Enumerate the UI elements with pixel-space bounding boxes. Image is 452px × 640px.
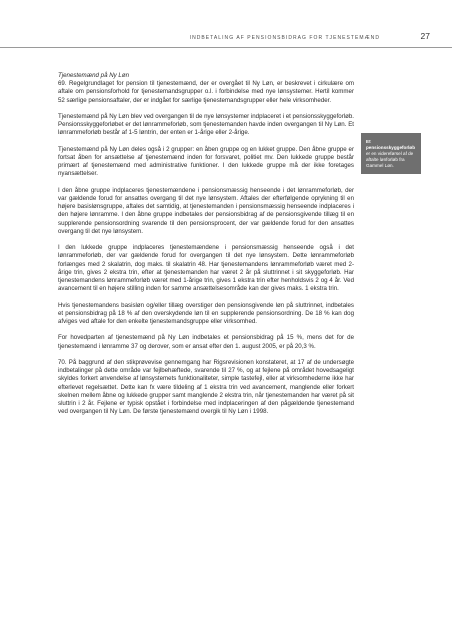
running-title: INDBETALING AF PENSIONSBIDRAG FOR TJENESTEMÆND [189,35,380,41]
paragraph-basic-salary: Hvis tjenestemandens basisløn og/eller tillæg overstiger den pensionsgivende løn på sluttrinnet, indbetales et pensionsbidrag på 18 % af den overskydende løn til en supplerende pensionsordning. De 18 % kan dog afviges ved aftale for den enkelte tjenestemandsgruppe eller virksomhed. [58,301,354,326]
paragraph-open-group: I den åbne gruppe indplaceres tjenestemændene i pensionsmæssig henseende i det lønrammeforløb, der var gældende forud for ansattes overgang til det nye lønsystem. Aftales der efterfølgende oprykning til en højere basislønsgruppe, aftales det samtidig, at tjenestemanden i pensionsmæssig henseende indplaceres i den højere lønramme. I den åbne gruppe indbetales der pensionsbidrag af de pensionsgivende tillæg til en supplerende pensionsordning svarende til den pensionsprocent, der var gældende forud for den ansattes overgang til det nye lønsystem. [58,186,354,235]
paragraph-69: 69. Regelgrundlaget for pension til tjenestemænd, der er overgået til Ny Løn, er beskrevet i cirkulære om aftale om pensionsforhold for tjenestemandsgrupper o.l. i forbindelse med nye lønsystemer. Hertil kommer 52 særlige pensionsaftaler, der er indgået for særlige tjenestemandsgrupper eller hele virksomheder. [58,80,354,104]
paragraph-contribution-rate: For hovedparten af tjenestemænd på Ny Løn indbetales et pensionsbidrag på 15 %, mens det for de tjenestemænd i lønramme 37 og derover, som er ansat efter den 1. august 2005, er på 20,3 %. [58,334,354,350]
section-heading: Tjenestemænd på Ny Løn [58,72,129,79]
paragraph-groups: Tjenestemænd på Ny Løn deles også i 2 grupper: en åben gruppe og en lukket gruppe. Den åbne gruppe er fortsat åben for ansættelse af tjenestemænd inden for forsvaret, politiet mv. Den lukkede gruppe består primært af tjenestemænd med administrative funktioner. I den lukkede gruppe må der ikke foretages nyansættelser. [58,145,354,178]
paragraph-closed-group: I den lukkede gruppe indplaceres tjenestemændene i pensionsmæssig henseende også i det lønrammeforløb, der var gældende forud for overgangen til det nye lønsystem. Dette lønrammeforløb forlænges med 2 skalatrin, dog maks. til skalatrin 48. Har tjenestemandens lønrammeforløb været med 2-årige trin, gives 2 ekstra trin, efter at tjenestemanden har været 2 år på sluttrinnet i sit skyggeforløb. Har tjenestemandens lønrammeforløb været med 1-årige trin, gives 1 ekstra trin efter henholdsvis 2 og 4 år. Ved avancement til en højere stilling inden for samme ansættelsesområde kan der gives maks. 1 ekstra trin. [58,244,354,293]
sidebar-note-text: er en videreførsel af de aftalte lønforløb fra Gammel Løn. [366,151,414,168]
main-text-column [58,72,354,425]
sidebar-note-term: Et pensionsskyggeforløb [366,139,416,150]
section-heading-paragraph [58,72,354,80]
page-number: 27 [420,31,430,41]
header-rule [0,47,452,48]
paragraph-70: 70. På baggrund af den stikprøvevise gennemgang har Rigsrevisionen konstateret, at 17 af de undersøgte indbetalinger på dette område var fejlbehæftede, svarende til 27 %, og at fejlene på området hovedsageligt skyldes forkert anvendelse af lønsystemets funktionaliteter, simple tastefejl, eller at virksomhederne ikke har efterlevet regelsættet. Dette kan fx være tildeling af 1 ekstra trin ved avancement, manglende eller forkert skelnen mellem åbne og lukkede grupper samt manglende 2 ekstra trin, når tjenestemanden har været på sit sluttrin i 2 år. Fejlene er typisk opstået i forbindelse med indplaceringen af den pågældende tjenestemand ved overgangen til Ny Løn. De første tjenestemænd overgik til Ny Løn i 1998. [58,359,354,416]
paragraph-pensionsskyggeforloeb: Tjenestemænd på Ny Løn blev ved overgangen til de nye lønsystemer indplaceret i et pensionsskyggeforløb. Pensionsskyggeforløbet er det lønrammeforløb, som tjenestemanden havde inden overgangen til Ny Løn. Et lønrammeforløb består af 1-5 løntrin, der enten er 1-årige eller 2-årige. [58,113,354,137]
sidebar-note [361,133,421,174]
